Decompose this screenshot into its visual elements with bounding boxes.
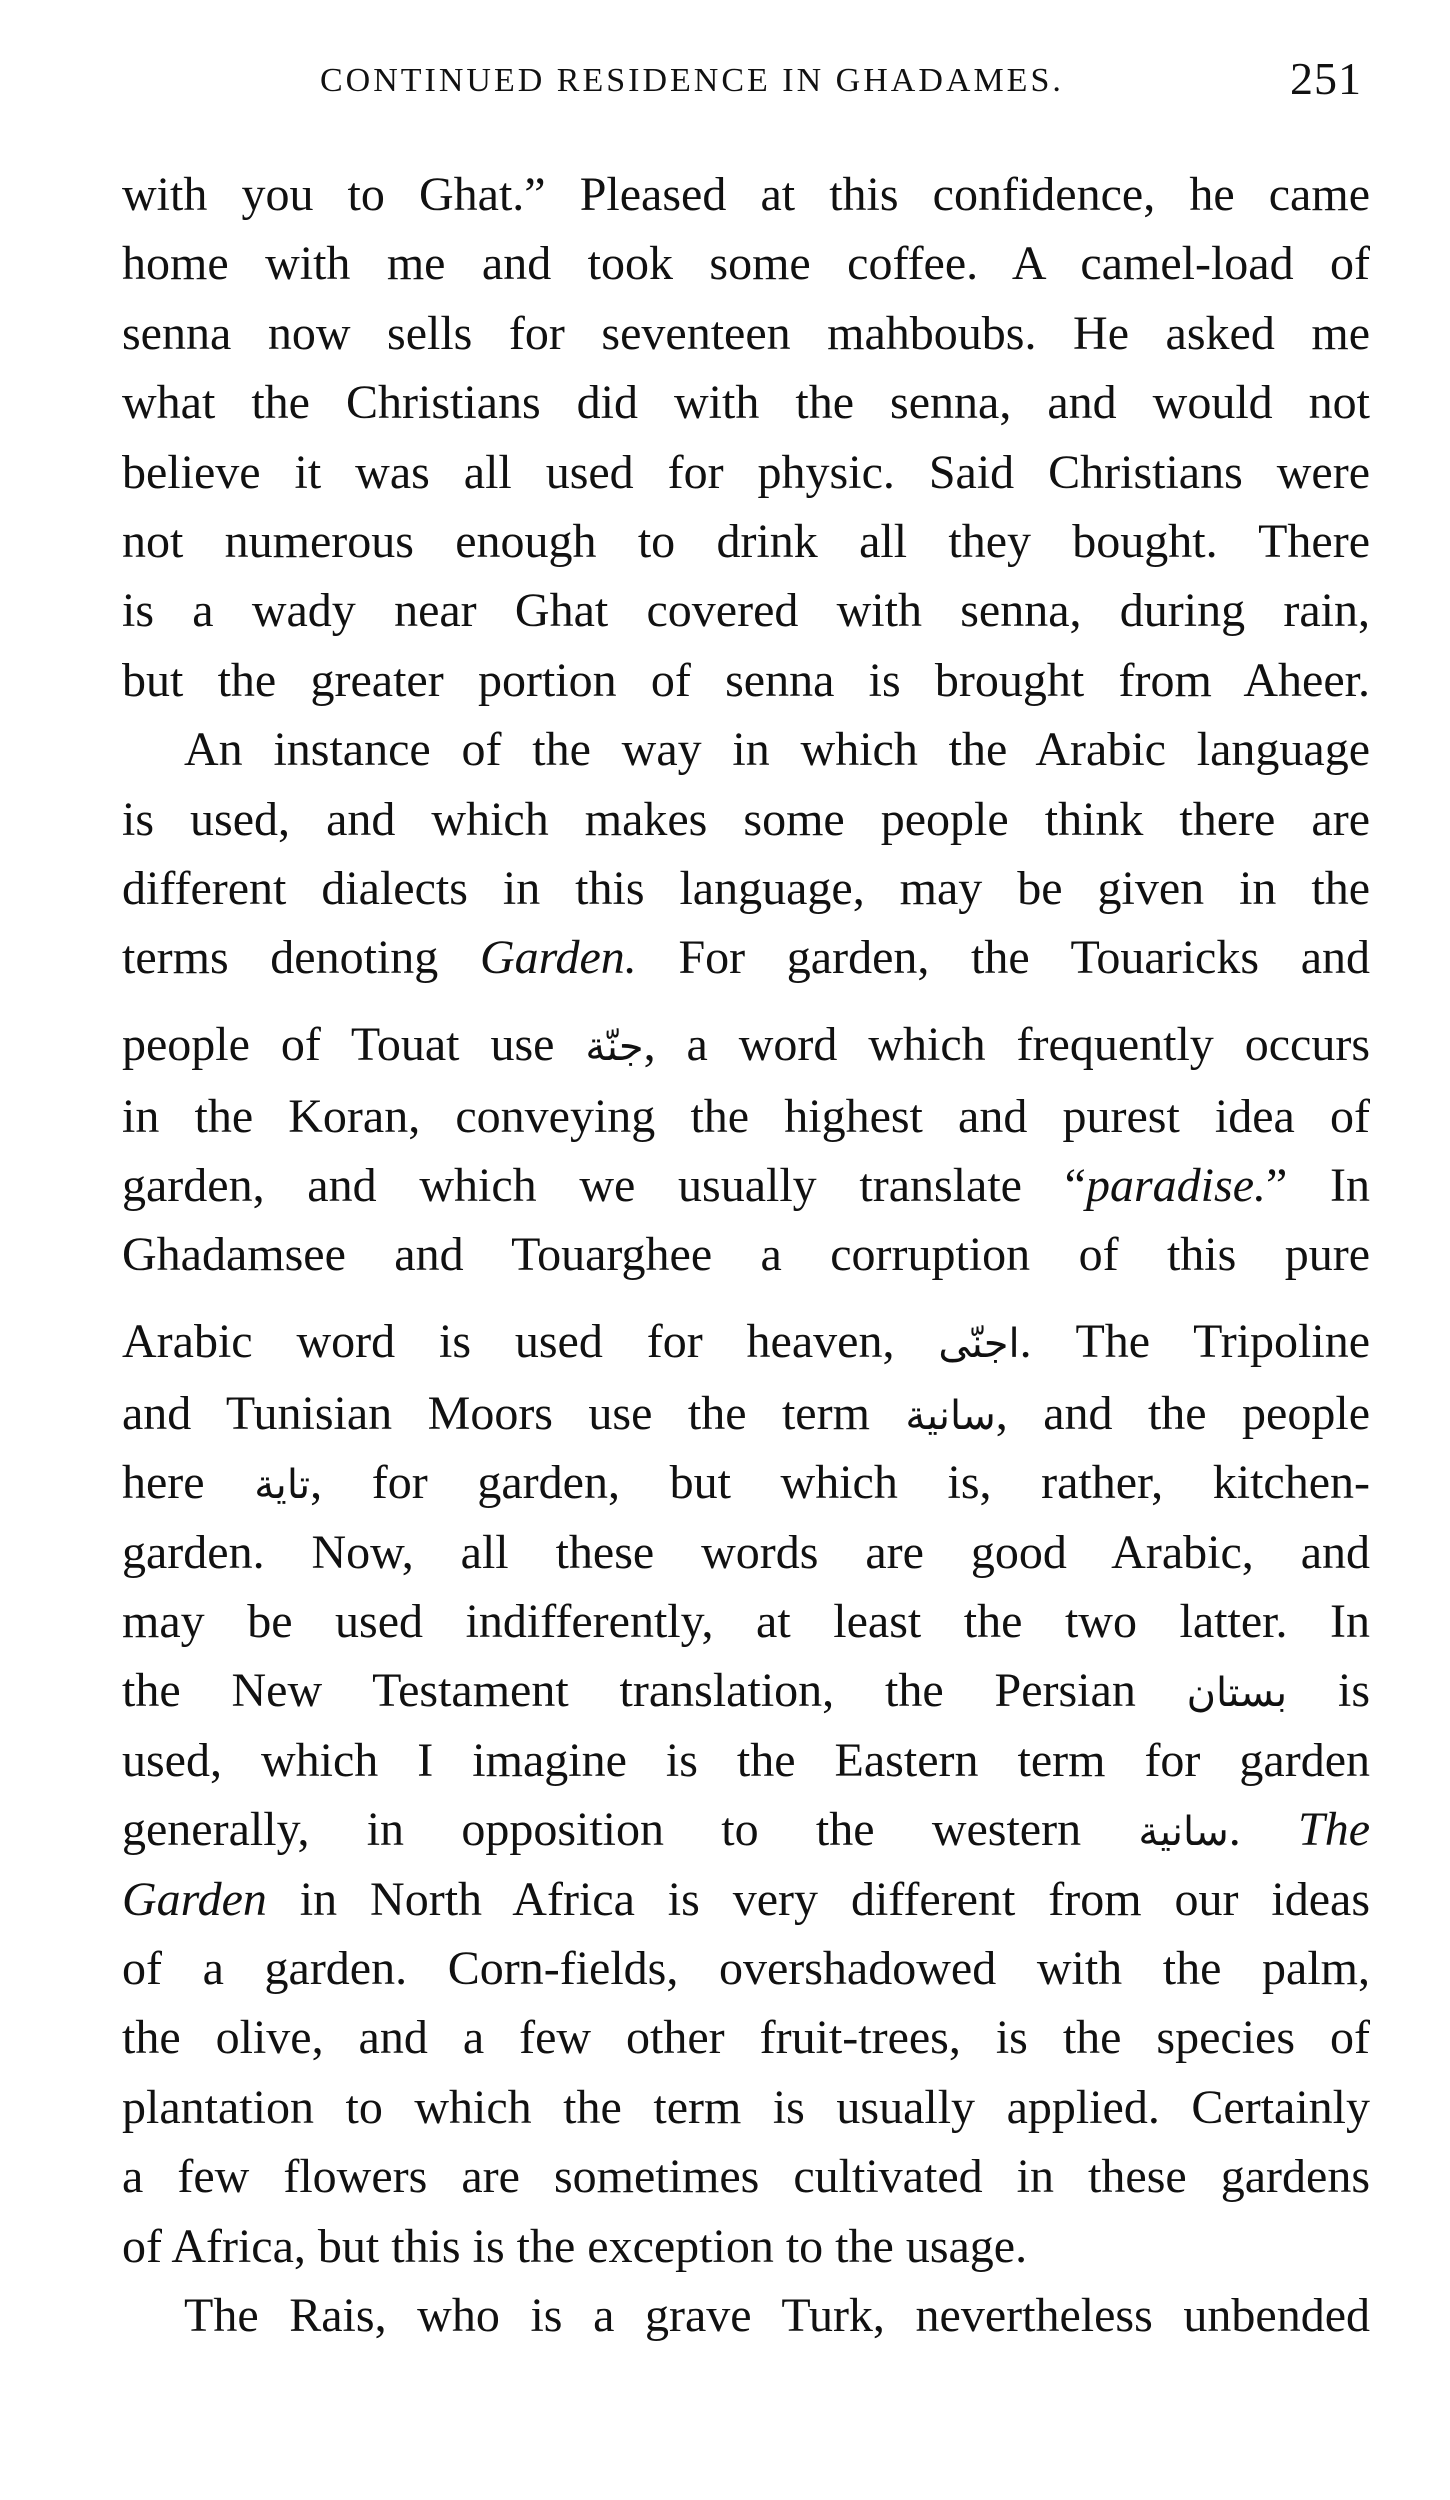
text-line xyxy=(122,993,1370,1082)
running-title: CONTINUED RESIDENCE IN GHADAMES. xyxy=(320,62,1064,99)
text-line xyxy=(122,1379,1370,1448)
line-segment: garden, and which we usually translate “ xyxy=(122,1159,1086,1213)
text-line: senna now sells for seventeen mahboubs. He asked me xyxy=(122,306,1370,360)
arabic-word-bustan: بستان xyxy=(1186,1670,1288,1717)
line-segment: , for garden, but which is, rather, kitchen- xyxy=(310,1456,1371,1510)
text-line: what the Christians did with the senna, and would not xyxy=(122,376,1370,430)
text-line: but the greater portion of senna is brought from Aheer. xyxy=(122,653,1370,707)
text-line: home with me and took some coffee. A camel-load of xyxy=(122,237,1370,291)
arabic-word-saniya: سانية xyxy=(905,1392,996,1439)
arabic-word-saniya-2: سانية xyxy=(1138,1809,1229,1856)
text-line: believe it was all used for physic. Said Christians were xyxy=(122,445,1370,499)
line-segment: is xyxy=(1287,1664,1370,1718)
text-line: with you to Ghat.” Pleased at this confidence, he came xyxy=(122,168,1370,221)
text-line xyxy=(122,1656,1370,1725)
line-segment: , a word which frequently occurs xyxy=(643,1017,1371,1071)
arabic-word-jannah: جنّة xyxy=(585,1023,644,1070)
line-segment: and Tunisian Moors use the term xyxy=(122,1386,906,1440)
line-segment: generally, in opposition to the western xyxy=(122,1803,1139,1857)
text-line xyxy=(122,923,1370,992)
text-line: not numerous enough to drink all they bought. There xyxy=(122,514,1370,568)
text-line: of a garden. Corn-fields, overshadowed with the palm, xyxy=(122,1941,1370,1995)
italic-term-paradise: paradise. xyxy=(1086,1159,1266,1213)
text-line: is used, and which makes some people think there are xyxy=(122,792,1370,846)
text-line xyxy=(122,1151,1370,1220)
text-line: plantation to which the term is usually applied. Certainly xyxy=(122,2080,1370,2134)
text-line xyxy=(122,1448,1370,1517)
line-segment: here xyxy=(122,1456,255,1510)
line-segment: Arabic word is used for heaven, xyxy=(122,1314,939,1368)
line-segment: ” In xyxy=(1266,1159,1371,1213)
line-segment: the New Testament translation, the Persian xyxy=(122,1664,1187,1718)
text-line xyxy=(122,1290,1370,1379)
text-line: of Africa, but this is the exception to the usage. xyxy=(122,2219,1028,2273)
line-segment: people of Touat use xyxy=(122,1017,586,1071)
text-line: An instance of the way in which the Arabic language xyxy=(184,723,1370,777)
body-text xyxy=(122,160,1370,2350)
italic-term-the: The xyxy=(1298,1803,1371,1857)
arabic-word-heaven: اجنّى xyxy=(938,1320,1020,1367)
running-head xyxy=(122,52,1370,112)
text-line: The Rais, who is a grave Turk, nevertheless unbended xyxy=(184,2288,1370,2342)
line-segment: , and the people xyxy=(995,1386,1371,1440)
text-line: Ghadamsee and Touarghee a corruption of this pure xyxy=(122,1228,1370,1282)
text-line xyxy=(122,1865,1370,1934)
line-segment: . xyxy=(1228,1803,1299,1857)
text-line: garden. Now, all these words are good Arabic, and xyxy=(122,1525,1370,1579)
page-number: 251 xyxy=(1290,53,1362,104)
italic-term-garden: Garden. xyxy=(479,931,637,985)
line-segment: in North Africa is very different from our ideas xyxy=(266,1872,1370,1926)
text-line: the olive, and a few other fruit-trees, is the species of xyxy=(122,2011,1370,2065)
text-line: different dialects in this language, may be given in the xyxy=(122,861,1370,915)
text-line: used, which I imagine is the Eastern term for garden xyxy=(122,1733,1370,1787)
italic-term-garden-2: Garden xyxy=(122,1872,267,1926)
line-segment: For garden, the Touaricks and xyxy=(636,931,1371,985)
line-segment: terms denoting xyxy=(122,931,439,985)
text-line: may be used indifferently, at least the two latter. In xyxy=(122,1595,1370,1649)
text-line xyxy=(122,1795,1370,1864)
arabic-word-local-garden: تاية xyxy=(254,1462,311,1509)
text-line: a few flowers are sometimes cultivated in these gardens xyxy=(122,2150,1370,2204)
line-segment: . The Tripoline xyxy=(1019,1314,1370,1368)
text-line: in the Koran, conveying the highest and purest idea of xyxy=(122,1089,1370,1143)
text-line: is a wady near Ghat covered with senna, during rain, xyxy=(122,584,1370,638)
